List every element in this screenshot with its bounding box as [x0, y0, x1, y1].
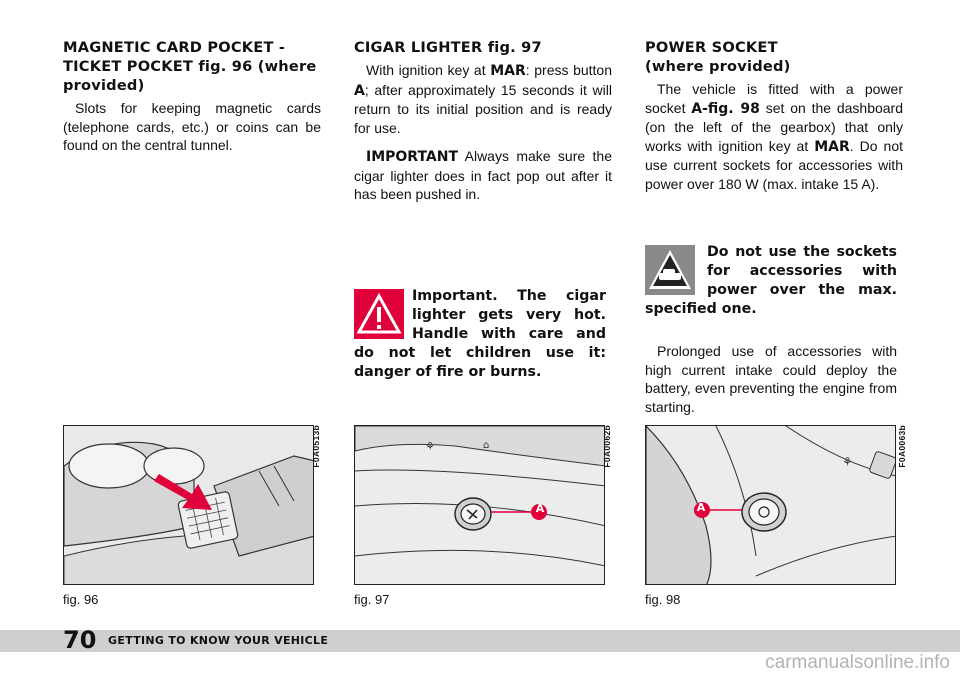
- heading-power-socket: POWER SOCKET (where provided): [645, 39, 791, 75]
- heading-magnetic-card: MAGNETIC CARD POCKET - TICKET POCKET fig. 96 (where provided): [63, 39, 317, 94]
- figure-97-caption: fig. 97: [354, 592, 390, 607]
- figure-96-caption: fig. 96: [63, 592, 99, 607]
- warning-cigar-lighter: Important. The cigar lighter gets very hot. Handle with care and do not let children use it: danger of fire or burns.: [354, 288, 606, 380]
- figure-98-image: [645, 425, 896, 585]
- watermark: carmanualsonline.info: [765, 652, 950, 673]
- text-power-socket-battery: Prolonged use of accessories with high current intake could deploy the battery, even preventing the engine from starting.: [645, 343, 897, 415]
- column-magnetic-card: [63, 38, 321, 155]
- warning-car-icon: [645, 245, 695, 295]
- column-power-socket: [645, 38, 903, 193]
- figure-97-code: F0A0062b: [602, 425, 612, 468]
- figure-98-callout-a: A: [696, 501, 706, 514]
- text-magnetic-card: Slots for keeping magnetic cards (telephone cards, etc.) or coins can be found on the central tunnel.: [63, 100, 321, 153]
- figure-97-callout-a: A: [535, 502, 545, 515]
- page-number: 70: [63, 626, 97, 654]
- svg-text:⌂: ⌂: [483, 440, 490, 451]
- svg-text:⚘: ⚘: [842, 455, 853, 469]
- column-cigar-lighter: [354, 38, 612, 204]
- text-cigar-lighter-important: IMPORTANT Always make sure the cigar lighter does in fact pop out after it has been pushed in.: [354, 148, 612, 202]
- figure-98-code: F0A0063b: [897, 425, 907, 468]
- figure-96-image: [63, 425, 314, 585]
- figure-97-image: [354, 425, 605, 585]
- text-cigar-lighter-usage: With ignition key at MAR: press button A; after approximately 15 seconds it will return to its initial position and is ready for use.: [354, 62, 613, 136]
- heading-cigar-lighter: CIGAR LIGHTER fig. 97: [354, 39, 542, 56]
- text-power-socket: The vehicle is fitted with a power socket A-fig. 98 set on the dashboard (on the left of the gearbox) that only works with ignition key at MAR. Do not use current sockets for accessories with power over 180 W (max. intake 15 A).: [645, 81, 904, 192]
- figure-98-caption: fig. 98: [645, 592, 681, 607]
- warning-triangle-icon: [354, 289, 404, 339]
- section-title: GETTING TO KNOW YOUR VEHICLE: [108, 634, 329, 647]
- warning-power-socket: Do not use the sockets for accessories with power over the max. specified one.: [645, 244, 897, 317]
- figure-96-code: F0A0513b: [311, 425, 321, 468]
- svg-text:⚘: ⚘: [425, 440, 435, 453]
